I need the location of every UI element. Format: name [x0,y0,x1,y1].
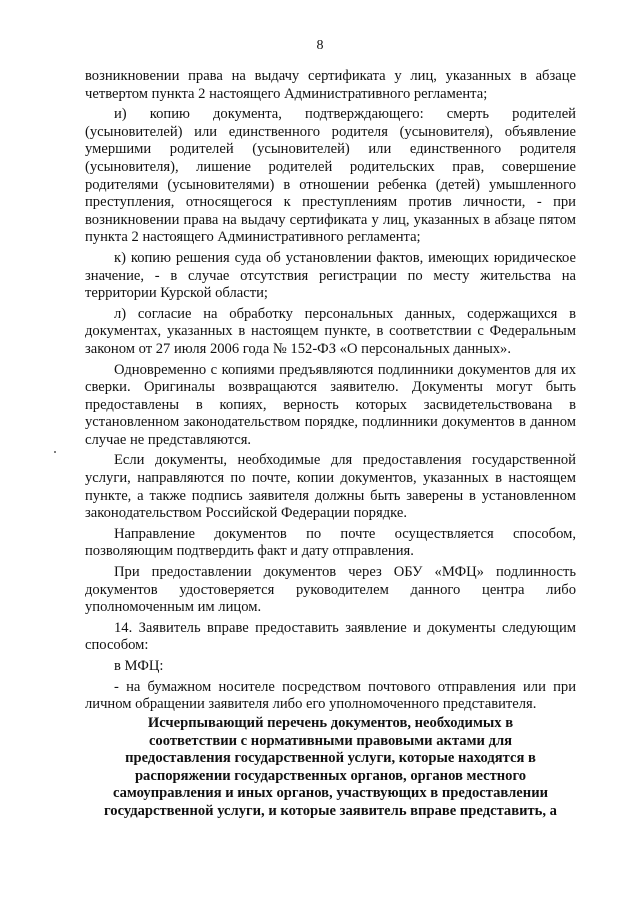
paragraph-postal: Если документы, необходимые для предоставления государственной услуги, направляются по почте, копии документов, указанных в настоящем пункте, а также подпись заявителя должны быть заверены в установленном законодательством Российской Федерации порядке. [85,452,576,522]
paragraph-item-i: и) копию документа, подтверждающего: смерть родителей (усыновителей) или единственного родителя (усыновителя), объявление умершими родителей (усыновителей) или единственного родителя (усыновителя), лишение родителей родительских прав, совершение родителями (усыновителями) в отношении ребенка (детей) умышленного преступления, относящегося к преступлениям против личности, - при возникновении права на выдачу сертификата у лиц, указанных в абзаце пятом пункта 2 настоящего Административного регламента; [85,106,576,246]
heading-line: государственной услуги, и которые заявитель вправе представить, а [104,802,557,819]
paragraph-item-l: л) согласие на обработку персональных данных, содержащихся в документах, указанных в настоящем пункте, в соответствии с Федеральным законом от 27 июля 2006 года № 152-ФЗ «О персональных данных». [85,305,576,357]
margin-mark [54,451,56,453]
heading-line: Исчерпывающий перечень документов, необходимых в [147,715,514,731]
paragraph-originals: Одновременно с копиями предъявляются подлинники документов для их сверки. Оригиналы возвращаются заявителю. Документы могут быть предоставлены в копиях, верность которых засвидетельствована в установленном законодательством порядке, подлинники документов в данном случае не представляются. [85,361,576,448]
page-number: 8 [316,38,324,53]
document-body [85,68,576,717]
paragraph-mfc: При предоставлении документов через ОБУ «МФЦ» подлинность документов удостоверяется руководителем данного центра либо уполномоченным им лицом. [85,564,576,616]
paragraph-postal-method: Направление документов по почте осуществляется способом, позволяющим подтвердить факт и дату отправления. [85,525,576,560]
paragraph-item-k: к) копию решения суда об установлении фактов, имеющих юридическое значение, - в случае отсутствия регистрации по месту жительства на территории Курской области; [85,249,576,302]
heading-line: самоуправления и иных органов, участвующих в предоставлении [112,785,549,802]
paragraph-continuation: возникновении права на выдачу сертификата у лиц, указанных в абзаце четвертом пункта 2 настоящего Административного регламента; [85,68,576,102]
section-heading [85,715,576,821]
paragraph-clause-14: 14. Заявитель вправе предоставить заявление и документы следующим способом: [85,619,576,654]
heading-line: распоряжении государственных органов, органов местного [134,767,527,784]
paragraph-paper-carrier: - на бумажном носителе посредством почтового отправления или при личном обращении заявителя либо его уполномоченного представителя. [85,678,576,713]
paragraph-mfc-label: в МФЦ: [114,658,164,674]
heading-line: соответствии с нормативными правовыми актами для [148,732,513,749]
heading-line: предоставления государственной услуги, которые находятся в [125,750,536,767]
